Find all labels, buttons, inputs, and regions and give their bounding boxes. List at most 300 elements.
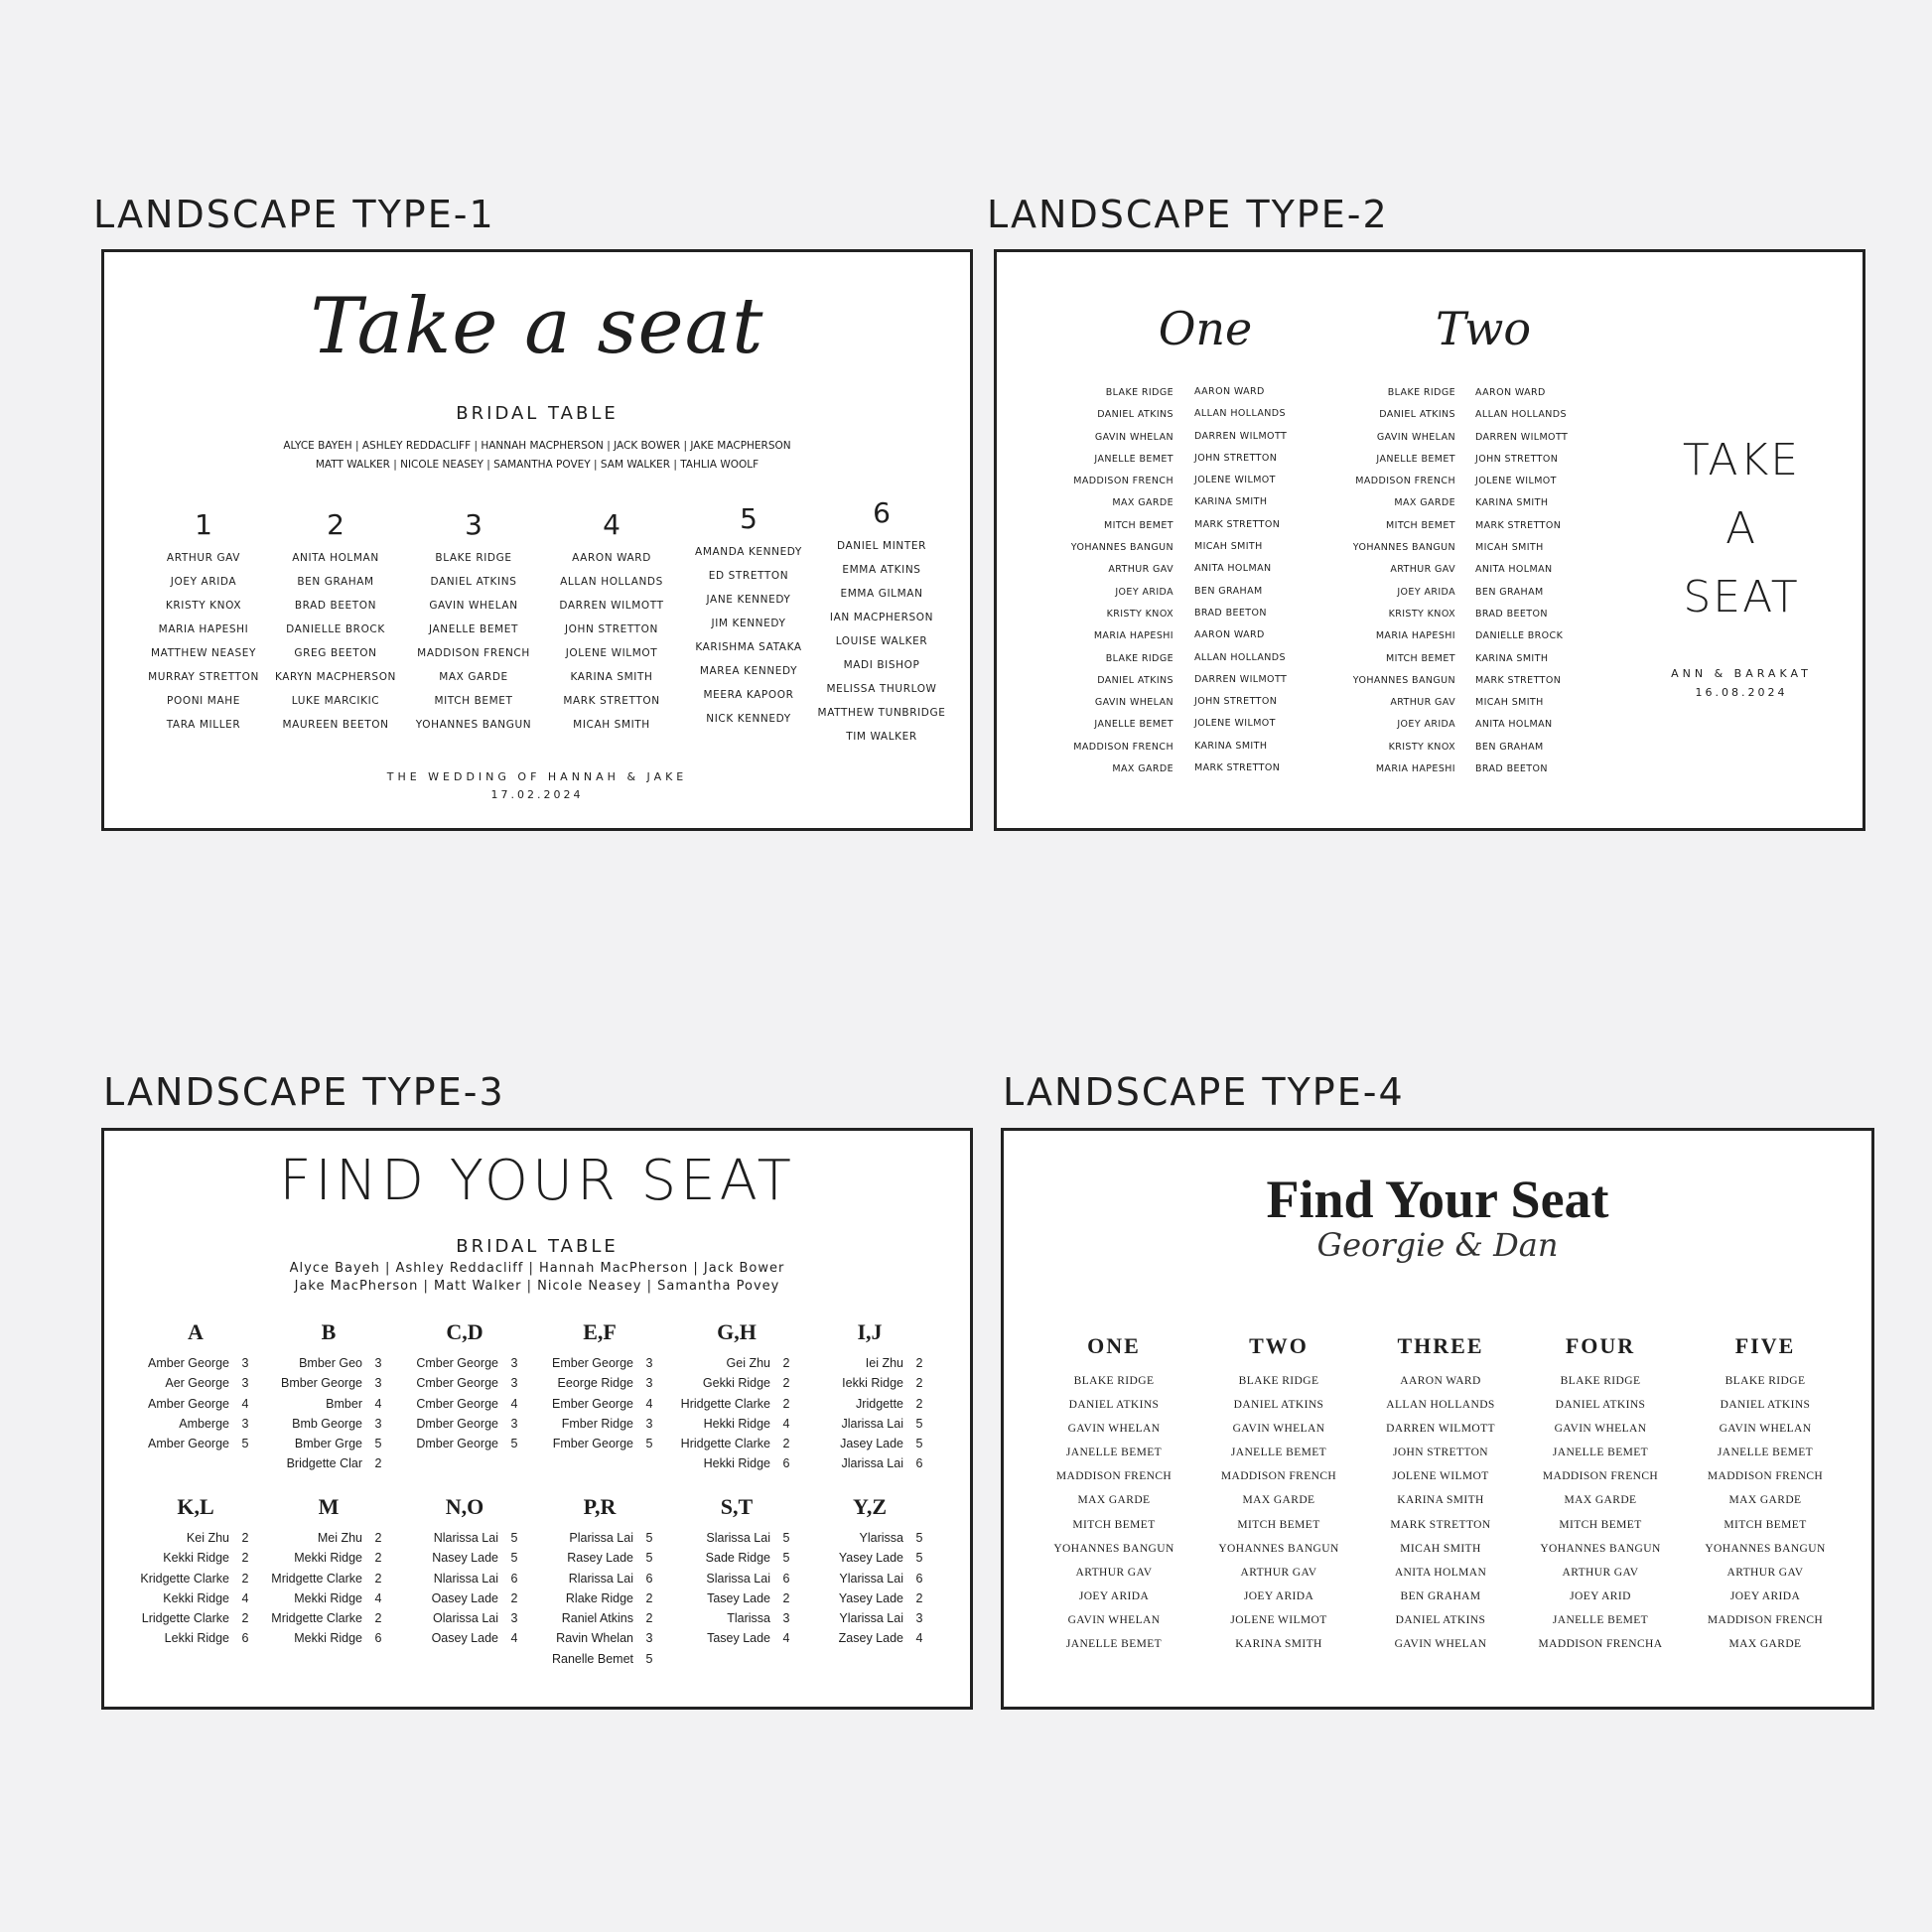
card4-guest-name: MADDISON FRENCHA <box>1538 1638 1663 1651</box>
card3-guest-row <box>399 1528 530 1548</box>
card3-guest-name: Hekki Ridge <box>703 1416 770 1431</box>
card4-guest-name: GAVIN WHELAN <box>1554 1423 1647 1436</box>
card1-table-column <box>537 508 686 737</box>
card4-guest-name: ARTHUR GAV <box>1075 1566 1153 1579</box>
card3-guest-name: Mekki Ridge <box>294 1590 362 1605</box>
card2-guest-name: ALLAN HOLLANDS <box>1194 651 1286 663</box>
card4-guest-name: MAX GARDE <box>1564 1494 1637 1507</box>
card2-guest-name: MADDISON FRENCH <box>1073 741 1173 753</box>
card1-guest-name: MURRAY STRETTON <box>148 671 259 683</box>
card2-guest-name: MITCH BEMET <box>1104 519 1173 531</box>
card3-table-number: 5 <box>915 1437 923 1451</box>
card4-guest-name: MADDISON FRENCH <box>1542 1470 1659 1483</box>
card3-guest-name: Hridgette Clarke <box>680 1437 770 1451</box>
card3-guest-row <box>130 1608 261 1628</box>
card3-table-number: 3 <box>915 1611 923 1626</box>
card3-group-heading: K,L <box>177 1494 214 1519</box>
card3-guest-name: Kridgette Clarke <box>140 1571 229 1586</box>
card3-table-number: 2 <box>374 1551 382 1566</box>
card3-guest-row <box>804 1608 935 1628</box>
card1-guest-name: YOHANNES BANGUN <box>415 719 532 731</box>
card3-group-heading: C,D <box>446 1319 483 1344</box>
card3-guest-name: Nlarissa Lai <box>433 1571 498 1586</box>
seating-chart-type-2 <box>994 249 1865 831</box>
card3-guest-row <box>804 1548 935 1568</box>
card2-guest-name: ALLAN HOLLANDS <box>1475 409 1567 421</box>
card3-guest-row <box>534 1528 665 1548</box>
card1-guest-name: AARON WARD <box>572 552 651 564</box>
card2-date: 16.08.2024 <box>1695 686 1788 699</box>
card4-guest-name: MAX GARDE <box>1242 1494 1315 1507</box>
card4-guest-name: MADDISON FRENCH <box>1220 1470 1337 1483</box>
card1-guest-name: DANIELLE BROCK <box>286 623 385 635</box>
card3-group-heading: P,R <box>583 1494 617 1519</box>
card3-table-number: 5 <box>241 1437 249 1451</box>
card2-guest-name: MARIA HAPESHI <box>1093 630 1173 642</box>
card3-guest-name: Raniel Atkins <box>561 1611 633 1626</box>
card2-guest-name: MARIA HAPESHI <box>1375 630 1455 642</box>
card1-guest-name: MARIA HAPESHI <box>158 623 249 635</box>
card3-guest-row <box>399 1608 530 1628</box>
card2-guest-name: MAX GARDE <box>1394 497 1455 509</box>
card1-guest-name: ANITA HOLMAN <box>292 552 379 564</box>
card1-guest-name: JANELLE BEMET <box>428 623 518 635</box>
card3-table-number: 2 <box>241 1611 249 1626</box>
card3-guest-row <box>671 1353 802 1373</box>
card3-guest-row <box>263 1628 394 1648</box>
card1-table-column <box>807 496 956 749</box>
card2-guest-name: JANELLE BEMET <box>1094 453 1173 465</box>
card3-guest-name: Amber George <box>148 1437 229 1451</box>
card1-guest-name: JOHN STRETTON <box>564 623 659 635</box>
card3-group-heading: I,J <box>857 1319 883 1344</box>
card3-table-number: 5 <box>782 1551 790 1566</box>
card3-guest-row <box>804 1569 935 1588</box>
card4-table-heading: FIVE <box>1734 1333 1796 1358</box>
card2-guest-name: ANITA HOLMAN <box>1475 719 1553 731</box>
card4-guest-name: DANIEL ATKINS <box>1720 1399 1811 1412</box>
card3-guest-name: Iekki Ridge <box>842 1376 903 1391</box>
card3-guest-name: Zasey Lade <box>838 1631 903 1646</box>
card3-guest-row <box>263 1453 394 1473</box>
card2-guest-name: MAX GARDE <box>1112 497 1173 509</box>
card3-group-heading: G,H <box>717 1319 757 1344</box>
card3-guest-name: Dmber George <box>416 1416 498 1431</box>
card3-groups-row-2 <box>104 1494 970 1693</box>
card3-table-number: 3 <box>782 1611 790 1626</box>
card3-guest-name: Fmber George <box>552 1437 633 1451</box>
card2-take: TAKE <box>1682 435 1801 485</box>
card3-guest-row <box>534 1434 665 1453</box>
card4-guest-name: JANELLE BEMET <box>1230 1447 1327 1459</box>
card3-table-number: 2 <box>782 1356 790 1370</box>
card2-seat: SEAT <box>1683 572 1800 622</box>
card3-guest-row <box>399 1414 530 1434</box>
card1-guest-name: MAX GARDE <box>439 671 508 683</box>
card3-guest-row <box>263 1414 394 1434</box>
card3-table-number: 2 <box>241 1531 249 1545</box>
card3-table-number: 5 <box>374 1437 382 1451</box>
label-type-3: LANDSCAPE TYPE-3 <box>103 1070 505 1114</box>
card2-guest-name: BEN GRAHAM <box>1475 741 1544 753</box>
card2-guest-name: JOHN STRETTON <box>1194 696 1278 708</box>
card3-table-number: 2 <box>374 1456 382 1471</box>
card3-guest-name: Mei Zhu <box>317 1531 362 1545</box>
card3-letter-group <box>671 1494 802 1649</box>
card3-guest-name: Ylarissa <box>859 1531 903 1545</box>
card3-table-number: 4 <box>510 1631 518 1646</box>
card3-letter-group <box>263 1494 394 1649</box>
card2-guest-name: ANITA HOLMAN <box>1194 563 1272 575</box>
card1-footer-date: 17.02.2024 <box>490 788 584 801</box>
card3-table-number: 6 <box>915 1456 923 1471</box>
card3-table-number: 3 <box>510 1376 518 1391</box>
card4-guest-name: JOLENE WILMOT <box>1230 1613 1327 1626</box>
card3-table-number: 5 <box>510 1551 518 1566</box>
card1-guest-name: JOEY ARIDA <box>170 576 237 588</box>
card4-table-column <box>1517 1333 1684 1656</box>
card3-guest-name: Bridgette Clar <box>286 1456 362 1471</box>
card4-guest-name: MADDISON FRENCH <box>1707 1470 1824 1483</box>
label-type-4: LANDSCAPE TYPE-4 <box>1003 1070 1405 1114</box>
card3-table-number: 2 <box>782 1590 790 1605</box>
card2-one-right-list <box>1194 381 1333 779</box>
card3-guest-row <box>130 1434 261 1453</box>
card3-guest-name: Kekki Ridge <box>163 1590 229 1605</box>
card3-guest-row <box>263 1588 394 1608</box>
card2-guest-name: AARON WARD <box>1194 629 1265 641</box>
card3-guest-row <box>534 1394 665 1414</box>
card3-guest-row <box>130 1588 261 1608</box>
card2-guest-name: BLAKE RIDGE <box>1105 652 1173 664</box>
card3-guest-row <box>399 1548 530 1568</box>
card2-guest-name: BLAKE RIDGE <box>1387 387 1455 398</box>
card3-table-number: 3 <box>241 1376 249 1391</box>
card3-guest-name: Oasey Lade <box>431 1631 498 1646</box>
card2-guest-name: DANIEL ATKINS <box>1097 674 1173 686</box>
card4-guest-name: JOHN STRETTON <box>1392 1447 1489 1459</box>
card3-table-number: 4 <box>915 1631 923 1646</box>
card3-guest-name: Cmber George <box>416 1396 498 1411</box>
card2-guest-name: ARTHUR GAV <box>1390 564 1455 576</box>
card3-guest-row <box>804 1434 935 1453</box>
card2-guest-name: JOHN STRETTON <box>1194 452 1278 464</box>
card3-guest-name: Mridgette Clarke <box>271 1611 362 1626</box>
card2-guest-name: AARON WARD <box>1194 386 1265 397</box>
card4-guest-name: YOHANNES BANGUN <box>1053 1542 1174 1555</box>
card1-guest-name: GREG BEETON <box>294 647 377 659</box>
card1-bridal-list <box>104 437 970 475</box>
card4-guest-name: AARON WARD <box>1400 1375 1481 1387</box>
card4-guest-name: JOLENE WILMOT <box>1392 1470 1489 1483</box>
card3-guest-row <box>804 1528 935 1548</box>
card4-guest-name: ARTHUR GAV <box>1562 1566 1639 1579</box>
card1-table-number: 1 <box>195 508 212 541</box>
card4-guest-name: ANITA HOLMAN <box>1394 1566 1487 1579</box>
card1-table-number: 5 <box>740 502 758 535</box>
card4-table-heading: ONE <box>1087 1333 1141 1358</box>
card3-table-number: 2 <box>374 1611 382 1626</box>
card2-guest-name: DANIEL ATKINS <box>1097 409 1173 421</box>
card1-table-number: 2 <box>327 508 345 541</box>
card3-table-number: 5 <box>782 1531 790 1545</box>
card4-table-column <box>1357 1333 1524 1656</box>
card2-couple: ANN & BARAKAT <box>1671 667 1812 680</box>
card1-guest-name: JANE KENNEDY <box>706 594 791 606</box>
card3-table-number: 3 <box>645 1416 653 1431</box>
card3-guest-name: Jridgette <box>856 1396 903 1411</box>
card4-guest-name: DANIEL ATKINS <box>1068 1399 1160 1412</box>
card2-guest-name: KRISTY KNOX <box>1106 608 1173 620</box>
card4-guest-name: MITCH BEMET <box>1559 1518 1642 1531</box>
card2-guest-name: KARINA SMITH <box>1194 740 1268 752</box>
card3-guest-row <box>263 1353 394 1373</box>
card3-guest-name: Ravin Whelan <box>556 1631 633 1646</box>
card3-guest-row <box>804 1373 935 1393</box>
card3-table-number: 4 <box>782 1416 790 1431</box>
card3-letter-group <box>263 1319 394 1474</box>
card2-guest-name: BRAD BEETON <box>1194 607 1267 619</box>
card3-table-number: 2 <box>241 1571 249 1586</box>
card3-guest-name: Fmber Ridge <box>561 1416 633 1431</box>
card3-table-number: 3 <box>374 1376 382 1391</box>
card3-table-number: 2 <box>782 1437 790 1451</box>
card3-table-number: 6 <box>915 1571 923 1586</box>
card3-guest-name: Jlarissa Lai <box>841 1416 903 1431</box>
card4-guest-name: MITCH BEMET <box>1724 1518 1807 1531</box>
card1-bridal-line-2: MATT WALKER | NICOLE NEASEY | SAMANTHA POVEY | SAM WALKER | TAHLIA WOOLF <box>315 459 759 471</box>
card3-table-number: 2 <box>915 1590 923 1605</box>
card1-guest-name: DANIEL MINTER <box>836 540 926 552</box>
card1-guest-name: MELISSA THURLOW <box>826 683 937 695</box>
card3-guest-row <box>130 1569 261 1588</box>
card3-table-number: 3 <box>241 1356 249 1370</box>
card4-guest-name: JOEY ARIDA <box>1729 1589 1801 1602</box>
card3-guest-row <box>130 1628 261 1648</box>
card3-guest-row <box>804 1353 935 1373</box>
card1-table-number: 3 <box>465 508 483 541</box>
card3-guest-name: Mridgette Clarke <box>271 1571 362 1586</box>
card3-guest-name: Rlarissa Lai <box>568 1571 633 1586</box>
card3-guest-name: Jlarissa Lai <box>841 1456 903 1471</box>
card3-guest-name: Jasey Lade <box>840 1437 903 1451</box>
card1-guest-name: EMMA GILMAN <box>840 588 923 600</box>
label-type-2: LANDSCAPE TYPE-2 <box>987 193 1389 236</box>
card3-group-heading: A <box>188 1319 204 1344</box>
card4-guest-name: YOHANNES BANGUN <box>1705 1542 1826 1555</box>
card3-guest-row <box>534 1588 665 1608</box>
card1-guest-name: DANIEL ATKINS <box>430 576 517 588</box>
card3-guest-row <box>671 1394 802 1414</box>
card4-table-column <box>1682 1333 1849 1656</box>
card4-guest-name: YOHANNES BANGUN <box>1540 1542 1661 1555</box>
card3-guest-name: Aer George <box>165 1376 229 1391</box>
card2-guest-name: DARREN WILMOTT <box>1475 431 1569 443</box>
card1-table-number: 6 <box>873 496 891 529</box>
card4-guest-name: DANIEL ATKINS <box>1233 1399 1324 1412</box>
card3-guest-name: Dmber George <box>416 1437 498 1451</box>
card1-guest-name: BEN GRAHAM <box>297 576 374 588</box>
card3-table-number: 4 <box>241 1590 249 1605</box>
card1-guest-name: JOLENE WILMOT <box>565 647 658 659</box>
card1-guest-name: MICAH SMITH <box>573 719 650 731</box>
card3-table-number: 4 <box>510 1396 518 1411</box>
card3-guest-name: Ylarissa Lai <box>839 1611 903 1626</box>
card3-guest-row <box>534 1608 665 1628</box>
card1-guest-name: MITCH BEMET <box>434 695 513 707</box>
card1-bridal-line-1: ALYCE BAYEH | ASHLEY REDDACLIFF | HANNAH MACPHERSON | JACK BOWER | JAKE MACPHERSON <box>283 440 791 452</box>
card3-table-number: 2 <box>645 1611 653 1626</box>
card1-guest-name: TARA MILLER <box>166 719 241 731</box>
card3-table-number: 4 <box>241 1396 249 1411</box>
card2-guest-name: AARON WARD <box>1475 387 1546 398</box>
card2-guest-name: JOEY ARIDA <box>1397 719 1455 731</box>
card3-table-number: 5 <box>645 1531 653 1545</box>
card4-guest-name: ARTHUR GAV <box>1726 1566 1804 1579</box>
card2-guest-name: JOEY ARIDA <box>1115 586 1173 598</box>
card3-guest-name: Gekki Ridge <box>702 1376 770 1391</box>
card2-guest-name: MICAH SMITH <box>1475 542 1544 554</box>
card3-guest-row <box>130 1373 261 1393</box>
card3-guest-name: Cmber George <box>416 1356 498 1370</box>
card2-guest-name: MADDISON FRENCH <box>1355 476 1455 487</box>
card2-guest-name: JOHN STRETTON <box>1475 453 1559 465</box>
card3-table-number: 4 <box>374 1396 382 1411</box>
card3-group-heading: B <box>321 1319 337 1344</box>
card2-guest-name: DANIELLE BROCK <box>1475 630 1564 642</box>
card3-table-number: 4 <box>782 1631 790 1646</box>
card3-guest-row <box>804 1588 935 1608</box>
card2-guest-name: KARINA SMITH <box>1475 652 1549 664</box>
card4-guest-name: KARINA SMITH <box>1235 1638 1322 1651</box>
card4-guest-name: MADDISON FRENCH <box>1707 1613 1824 1626</box>
card3-guest-row <box>534 1649 665 1669</box>
card4-guest-name: MAX GARDE <box>1077 1494 1151 1507</box>
card2-guest-name: GAVIN WHELAN <box>1376 431 1455 443</box>
card2-guest-name: MICAH SMITH <box>1194 541 1263 553</box>
card3-guest-row <box>804 1453 935 1473</box>
card3-guest-row <box>399 1588 530 1608</box>
card4-guest-name: JOEY ARIDA <box>1078 1589 1150 1602</box>
card4-subtitle: Georgie & Dan <box>1316 1226 1559 1264</box>
card2-take-a-seat <box>1622 426 1861 631</box>
card3-guest-row <box>399 1353 530 1373</box>
card3-table-number: 6 <box>645 1571 653 1586</box>
card3-guest-row <box>671 1373 802 1393</box>
card2-guest-name: MADDISON FRENCH <box>1073 476 1173 487</box>
card1-guest-name: EMMA ATKINS <box>842 564 921 576</box>
card1-guest-name: BLAKE RIDGE <box>435 552 512 564</box>
seating-chart-type-1 <box>101 249 973 831</box>
card3-table-number: 2 <box>915 1396 923 1411</box>
card3-guest-name: Kei Zhu <box>186 1531 229 1545</box>
card3-guest-name: Tasey Lade <box>707 1590 770 1605</box>
card3-guest-row <box>804 1414 935 1434</box>
card3-guest-name: Sade Ridge <box>705 1551 770 1566</box>
card3-guest-name: Olarissa Lai <box>433 1611 498 1626</box>
card3-group-heading: M <box>318 1494 340 1519</box>
card3-table-number: 3 <box>510 1416 518 1431</box>
card1-guest-name: TIM WALKER <box>846 731 917 743</box>
card3-guest-row <box>263 1548 394 1568</box>
card4-guest-name: ARTHUR GAV <box>1240 1566 1317 1579</box>
card3-guest-name: Rlake Ridge <box>565 1590 633 1605</box>
card3-table-number: 3 <box>510 1611 518 1626</box>
card3-table-number: 3 <box>645 1356 653 1370</box>
card1-guest-name: LOUISE WALKER <box>835 635 928 647</box>
card4-guest-name: BEN GRAHAM <box>1400 1589 1481 1602</box>
card1-guest-name: BRAD BEETON <box>294 600 377 612</box>
card3-guest-name: Bmber George <box>281 1376 362 1391</box>
card4-guest-name: JANELLE BEMET <box>1717 1447 1814 1459</box>
card3-guest-row <box>130 1528 261 1548</box>
card2-guest-name: BRAD BEETON <box>1475 763 1548 775</box>
card4-table-heading: FOUR <box>1565 1333 1636 1358</box>
card3-table-number: 5 <box>915 1416 923 1431</box>
card3-guest-row <box>671 1608 802 1628</box>
card3-table-number: 3 <box>374 1416 382 1431</box>
card3-guest-name: Ember George <box>552 1396 633 1411</box>
card1-guest-name: MEERA KAPOOR <box>703 689 794 701</box>
card3-table-number: 2 <box>782 1396 790 1411</box>
card3-guest-row <box>263 1528 394 1548</box>
card4-guest-name: MITCH BEMET <box>1237 1518 1320 1531</box>
card3-guest-row <box>263 1373 394 1393</box>
card3-guest-name: Hridgette Clarke <box>680 1396 770 1411</box>
card4-guest-name: JANELLE BEMET <box>1065 1638 1163 1651</box>
card2-guest-name: MITCH BEMET <box>1386 652 1455 664</box>
card3-guest-name: Nasey Lade <box>432 1551 498 1566</box>
card3-bridal-line-1: Alyce Bayeh | Ashley Reddacliff | Hannah MacPherson | Jack Bower <box>289 1261 785 1276</box>
card2-guest-name: DARREN WILMOTT <box>1194 430 1288 442</box>
card1-guest-name: DARREN WILMOTT <box>559 600 664 612</box>
card3-guest-row <box>671 1528 802 1548</box>
card3-guest-row <box>263 1569 394 1588</box>
card3-letter-group <box>534 1319 665 1453</box>
card4-guest-name: BLAKE RIDGE <box>1238 1375 1319 1387</box>
card4-table-heading: TWO <box>1249 1333 1309 1358</box>
card3-guest-name: Amberge <box>179 1416 229 1431</box>
card3-letter-group <box>804 1319 935 1474</box>
card2-heading-two: Two <box>1435 302 1532 355</box>
card2-guest-name: GAVIN WHELAN <box>1094 431 1173 443</box>
card3-guest-name: Iei Zhu <box>865 1356 903 1370</box>
card3-group-heading: E,F <box>583 1319 617 1344</box>
card2-guest-name: BLAKE RIDGE <box>1105 387 1173 398</box>
card4-guest-name: BLAKE RIDGE <box>1073 1375 1155 1387</box>
card1-guest-name: MATTHEW TUNBRIDGE <box>817 707 946 719</box>
card3-guest-name: Eeorge Ridge <box>557 1376 633 1391</box>
card3-table-number: 2 <box>241 1551 249 1566</box>
card2-guest-name: JOLENE WILMOT <box>1194 718 1276 730</box>
card2-guest-name: YOHANNES BANGUN <box>1352 542 1455 554</box>
card2-guest-name: ALLAN HOLLANDS <box>1194 408 1286 420</box>
card3-title: FIND YOUR SEAT <box>279 1149 795 1213</box>
card3-group-heading: S,T <box>720 1494 754 1519</box>
card3-guest-name: Ylarissa Lai <box>839 1571 903 1586</box>
card4-guest-name: MICAH SMITH <box>1400 1542 1481 1555</box>
card3-table-number: 5 <box>915 1531 923 1545</box>
card2-guest-name: YOHANNES BANGUN <box>1352 674 1455 686</box>
card3-guest-name: Cmber George <box>416 1376 498 1391</box>
card3-guest-name: Bmber Geo <box>299 1356 362 1370</box>
card3-table-number: 6 <box>510 1571 518 1586</box>
card3-guest-row <box>671 1628 802 1648</box>
card3-guest-row <box>263 1608 394 1628</box>
card2-guest-name: MARK STRETTON <box>1194 518 1281 530</box>
card4-guest-name: DANIEL ATKINS <box>1395 1613 1486 1626</box>
card3-guest-row <box>671 1588 802 1608</box>
